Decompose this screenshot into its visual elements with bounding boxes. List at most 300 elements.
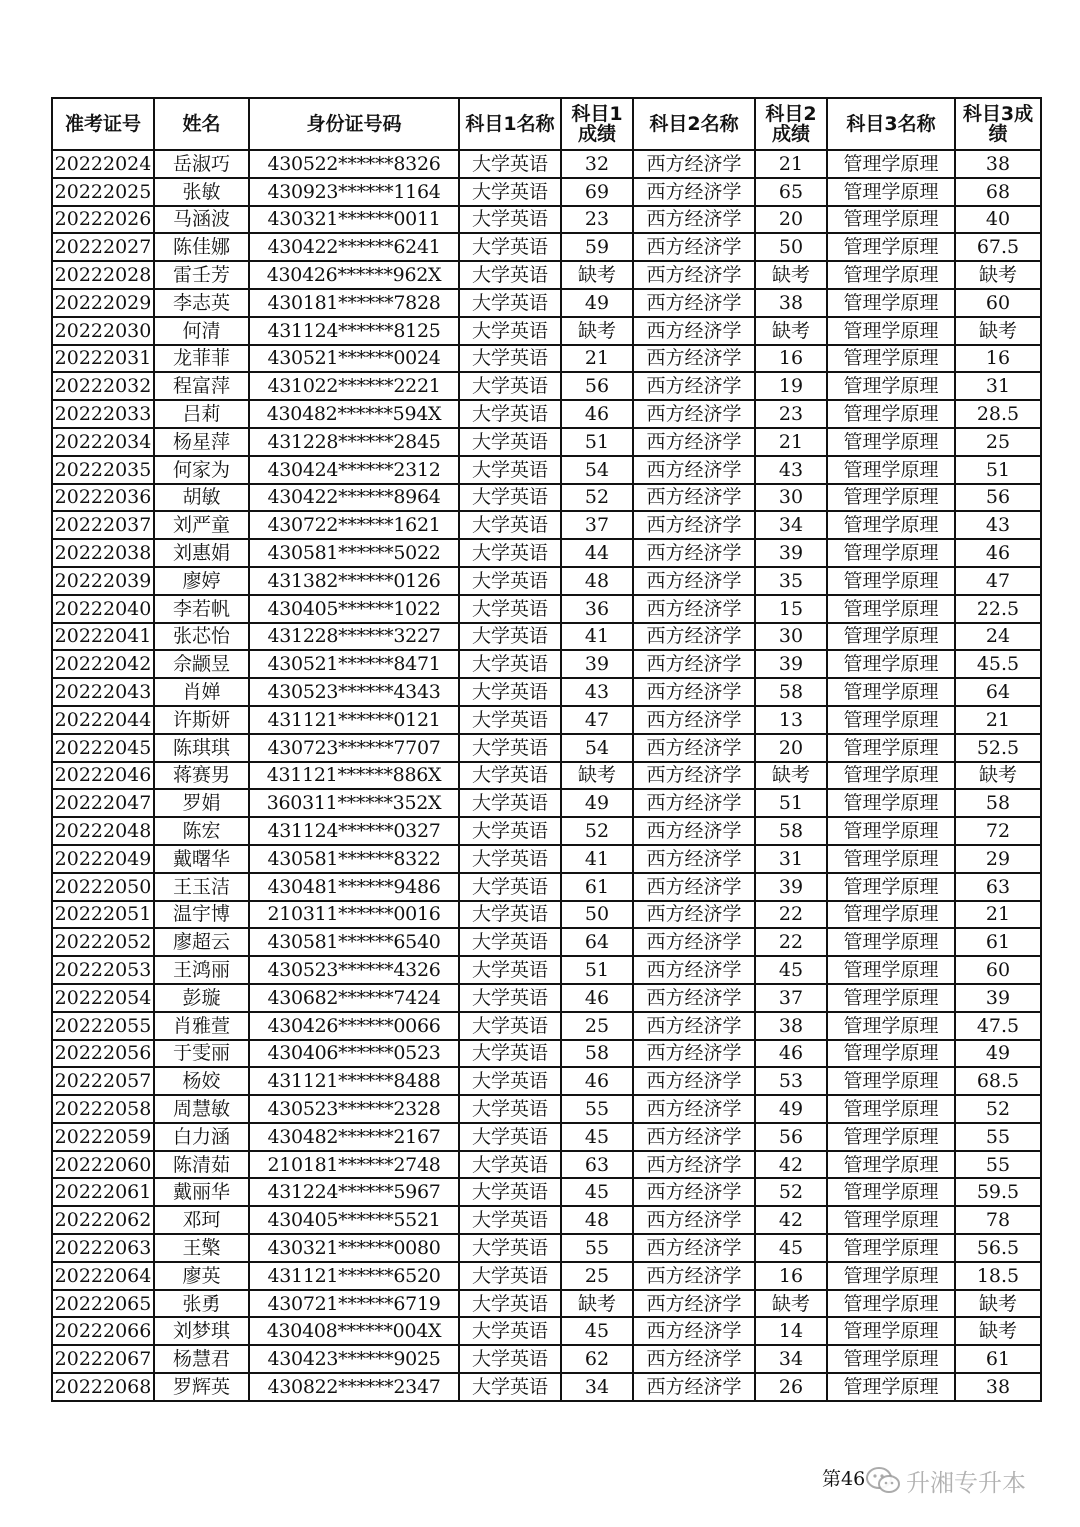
cell-subject2-name: 西方经济学 <box>633 1262 755 1290</box>
cell-subject2-name: 西方经济学 <box>633 845 755 873</box>
cell-name: 肖雅萱 <box>154 1012 249 1040</box>
cell-subject1-name: 大学英语 <box>459 1373 561 1401</box>
cell-name: 雷壬芳 <box>154 261 249 289</box>
cell-name: 罗辉英 <box>154 1373 249 1401</box>
cell-subject3-name: 管理学原理 <box>827 1373 955 1401</box>
cell-subject3-score: 78 <box>955 1206 1041 1234</box>
cell-subject1-name: 大学英语 <box>459 400 561 428</box>
cell-subject3-score: 59.5 <box>955 1178 1041 1206</box>
cell-subject2-score: 13 <box>755 706 827 734</box>
cell-id-number: 210181******2748 <box>249 1151 459 1179</box>
cell-subject2-name: 西方经济学 <box>633 400 755 428</box>
cell-name: 何家为 <box>154 456 249 484</box>
cell-exam-id: 20222037 <box>52 511 154 539</box>
cell-exam-id: 20222039 <box>52 567 154 595</box>
cell-subject2-score: 46 <box>755 1040 827 1068</box>
cell-subject1-name: 大学英语 <box>459 650 561 678</box>
table-row <box>52 1095 1041 1123</box>
cell-subject3-name: 管理学原理 <box>827 623 955 651</box>
cell-id-number: 430722******1621 <box>249 511 459 539</box>
cell-id-number: 430723******7707 <box>249 734 459 762</box>
cell-subject2-score: 26 <box>755 1373 827 1401</box>
cell-subject2-name: 西方经济学 <box>633 1290 755 1318</box>
cell-id-number: 431121******6520 <box>249 1262 459 1290</box>
cell-subject2-score: 缺考 <box>755 317 827 345</box>
cell-subject1-name: 大学英语 <box>459 706 561 734</box>
cell-subject1-name: 大学英语 <box>459 984 561 1012</box>
cell-subject1-score: 缺考 <box>561 762 633 790</box>
cell-subject2-score: 58 <box>755 678 827 706</box>
cell-name: 罗娟 <box>154 789 249 817</box>
cell-subject1-score: 48 <box>561 567 633 595</box>
cell-subject2-score: 30 <box>755 484 827 512</box>
cell-subject2-score: 45 <box>755 956 827 984</box>
cell-subject1-name: 大学英语 <box>459 928 561 956</box>
cell-subject1-name: 大学英语 <box>459 845 561 873</box>
cell-id-number: 430682******7424 <box>249 984 459 1012</box>
cell-exam-id: 20222063 <box>52 1234 154 1262</box>
cell-subject1-score: 45 <box>561 1123 633 1151</box>
cell-subject1-score: 51 <box>561 428 633 456</box>
cell-name: 白力涵 <box>154 1123 249 1151</box>
cell-id-number: 430523******4343 <box>249 678 459 706</box>
cell-subject2-score: 58 <box>755 817 827 845</box>
cell-subject1-score: 47 <box>561 706 633 734</box>
cell-subject1-score: 46 <box>561 400 633 428</box>
cell-subject2-score: 22 <box>755 901 827 929</box>
cell-subject3-score: 25 <box>955 428 1041 456</box>
table-row <box>52 178 1041 206</box>
cell-subject3-name: 管理学原理 <box>827 1067 955 1095</box>
cell-exam-id: 20222025 <box>52 178 154 206</box>
cell-name: 李若帆 <box>154 595 249 623</box>
cell-subject2-score: 39 <box>755 873 827 901</box>
cell-name: 何清 <box>154 317 249 345</box>
cell-subject1-score: 25 <box>561 1012 633 1040</box>
cell-subject3-name: 管理学原理 <box>827 511 955 539</box>
cell-subject1-score: 61 <box>561 873 633 901</box>
table-row <box>52 539 1041 567</box>
cell-subject1-name: 大学英语 <box>459 178 561 206</box>
cell-name: 戴曙华 <box>154 845 249 873</box>
cell-subject1-name: 大学英语 <box>459 623 561 651</box>
table-row <box>52 650 1041 678</box>
cell-subject3-score: 60 <box>955 289 1041 317</box>
cell-subject1-score: 41 <box>561 623 633 651</box>
cell-subject1-name: 大学英语 <box>459 734 561 762</box>
cell-subject3-name: 管理学原理 <box>827 901 955 929</box>
cell-name: 温宇博 <box>154 901 249 929</box>
cell-subject3-score: 21 <box>955 706 1041 734</box>
header-exam-id: 准考证号 <box>52 98 154 150</box>
cell-subject1-score: 50 <box>561 901 633 929</box>
cell-subject3-name: 管理学原理 <box>827 845 955 873</box>
cell-subject1-score: 44 <box>561 539 633 567</box>
table-row <box>52 567 1041 595</box>
cell-id-number: 360311******352X <box>249 789 459 817</box>
cell-name: 陈清茹 <box>154 1151 249 1179</box>
cell-exam-id: 20222045 <box>52 734 154 762</box>
cell-exam-id: 20222058 <box>52 1095 154 1123</box>
cell-name: 程富萍 <box>154 372 249 400</box>
cell-subject2-score: 42 <box>755 1206 827 1234</box>
cell-subject2-score: 22 <box>755 928 827 956</box>
cell-exam-id: 20222046 <box>52 762 154 790</box>
header-subject2-score: 科目2成绩 <box>755 98 827 150</box>
cell-subject1-score: 45 <box>561 1178 633 1206</box>
cell-subject1-name: 大学英语 <box>459 372 561 400</box>
cell-subject3-name: 管理学原理 <box>827 928 955 956</box>
cell-subject2-score: 20 <box>755 206 827 234</box>
cell-subject3-name: 管理学原理 <box>827 706 955 734</box>
cell-subject3-name: 管理学原理 <box>827 261 955 289</box>
cell-name: 龙菲菲 <box>154 345 249 373</box>
cell-subject3-name: 管理学原理 <box>827 762 955 790</box>
cell-subject3-name: 管理学原理 <box>827 317 955 345</box>
cell-subject1-name: 大学英语 <box>459 1262 561 1290</box>
cell-subject1-score: 58 <box>561 1040 633 1068</box>
cell-subject3-name: 管理学原理 <box>827 1317 955 1345</box>
cell-name: 于雯丽 <box>154 1040 249 1068</box>
cell-subject2-name: 西方经济学 <box>633 289 755 317</box>
cell-subject3-score: 缺考 <box>955 1317 1041 1345</box>
cell-subject3-score: 61 <box>955 1345 1041 1373</box>
table-row <box>52 706 1041 734</box>
cell-name: 杨星萍 <box>154 428 249 456</box>
cell-subject2-score: 缺考 <box>755 762 827 790</box>
cell-id-number: 430424******2312 <box>249 456 459 484</box>
cell-subject1-name: 大学英语 <box>459 789 561 817</box>
cell-subject2-name: 西方经济学 <box>633 233 755 261</box>
cell-subject1-score: 69 <box>561 178 633 206</box>
cell-subject3-name: 管理学原理 <box>827 650 955 678</box>
cell-exam-id: 20222042 <box>52 650 154 678</box>
cell-name: 刘严童 <box>154 511 249 539</box>
table-row <box>52 261 1041 289</box>
cell-id-number: 431022******2221 <box>249 372 459 400</box>
cell-subject2-name: 西方经济学 <box>633 595 755 623</box>
cell-exam-id: 20222050 <box>52 873 154 901</box>
table-row <box>52 1317 1041 1345</box>
header-name: 姓名 <box>154 98 249 150</box>
watermark <box>866 1463 1026 1498</box>
cell-id-number: 430721******6719 <box>249 1290 459 1318</box>
cell-subject3-name: 管理学原理 <box>827 345 955 373</box>
cell-subject1-name: 大学英语 <box>459 345 561 373</box>
cell-subject1-score: 52 <box>561 817 633 845</box>
table-row <box>52 1151 1041 1179</box>
cell-subject3-score: 38 <box>955 150 1041 178</box>
cell-subject1-score: 43 <box>561 678 633 706</box>
cell-subject1-score: 48 <box>561 1206 633 1234</box>
cell-subject1-score: 54 <box>561 456 633 484</box>
table-header-row <box>52 98 1041 150</box>
table-row <box>52 1262 1041 1290</box>
cell-subject3-name: 管理学原理 <box>827 789 955 817</box>
cell-subject3-name: 管理学原理 <box>827 206 955 234</box>
cell-id-number: 431124******0327 <box>249 817 459 845</box>
cell-subject2-score: 21 <box>755 428 827 456</box>
cell-subject3-name: 管理学原理 <box>827 1178 955 1206</box>
cell-name: 陈佳娜 <box>154 233 249 261</box>
cell-name: 戴丽华 <box>154 1178 249 1206</box>
cell-subject2-score: 65 <box>755 178 827 206</box>
cell-id-number: 431121******8488 <box>249 1067 459 1095</box>
cell-subject3-name: 管理学原理 <box>827 150 955 178</box>
cell-subject2-name: 西方经济学 <box>633 206 755 234</box>
cell-name: 许斯妍 <box>154 706 249 734</box>
table-row <box>52 400 1041 428</box>
cell-subject1-score: 32 <box>561 150 633 178</box>
cell-name: 杨姣 <box>154 1067 249 1095</box>
cell-name: 廖婷 <box>154 567 249 595</box>
cell-subject1-name: 大学英语 <box>459 1095 561 1123</box>
cell-subject1-score: 21 <box>561 345 633 373</box>
table-row <box>52 1123 1041 1151</box>
cell-exam-id: 20222041 <box>52 623 154 651</box>
cell-subject1-name: 大学英语 <box>459 539 561 567</box>
cell-subject2-score: 14 <box>755 1317 827 1345</box>
cell-subject2-name: 西方经济学 <box>633 901 755 929</box>
cell-exam-id: 20222052 <box>52 928 154 956</box>
cell-exam-id: 20222027 <box>52 233 154 261</box>
cell-subject1-name: 大学英语 <box>459 762 561 790</box>
cell-name: 刘梦琪 <box>154 1317 249 1345</box>
cell-exam-id: 20222044 <box>52 706 154 734</box>
cell-subject2-score: 49 <box>755 1095 827 1123</box>
cell-subject1-name: 大学英语 <box>459 595 561 623</box>
cell-id-number: 430321******0011 <box>249 206 459 234</box>
cell-exam-id: 20222036 <box>52 484 154 512</box>
cell-exam-id: 20222029 <box>52 289 154 317</box>
cell-name: 张芯怡 <box>154 623 249 651</box>
cell-subject1-name: 大学英语 <box>459 1178 561 1206</box>
cell-exam-id: 20222048 <box>52 817 154 845</box>
cell-subject3-score: 46 <box>955 539 1041 567</box>
cell-id-number: 430581******5022 <box>249 539 459 567</box>
cell-subject1-score: 49 <box>561 289 633 317</box>
cell-subject1-name: 大学英语 <box>459 511 561 539</box>
cell-subject2-name: 西方经济学 <box>633 1206 755 1234</box>
cell-name: 张敏 <box>154 178 249 206</box>
cell-id-number: 430522******8326 <box>249 150 459 178</box>
cell-subject1-name: 大学英语 <box>459 1040 561 1068</box>
cell-name: 李志英 <box>154 289 249 317</box>
table-row <box>52 873 1041 901</box>
cell-subject2-name: 西方经济学 <box>633 1178 755 1206</box>
cell-exam-id: 20222051 <box>52 901 154 929</box>
cell-exam-id: 20222064 <box>52 1262 154 1290</box>
cell-subject1-name: 大学英语 <box>459 1290 561 1318</box>
header-subject1-name: 科目1名称 <box>459 98 561 150</box>
cell-subject2-name: 西方经济学 <box>633 873 755 901</box>
cell-name: 陈琪琪 <box>154 734 249 762</box>
cell-id-number: 430482******2167 <box>249 1123 459 1151</box>
table-row <box>52 150 1041 178</box>
cell-exam-id: 20222035 <box>52 456 154 484</box>
cell-subject2-score: 39 <box>755 539 827 567</box>
cell-subject3-name: 管理学原理 <box>827 1123 955 1151</box>
table-row <box>52 233 1041 261</box>
cell-subject3-score: 40 <box>955 206 1041 234</box>
cell-id-number: 430408******004X <box>249 1317 459 1345</box>
cell-subject3-name: 管理学原理 <box>827 1234 955 1262</box>
cell-subject3-score: 56.5 <box>955 1234 1041 1262</box>
cell-subject2-name: 西方经济学 <box>633 1151 755 1179</box>
cell-subject3-name: 管理学原理 <box>827 956 955 984</box>
cell-name: 蒋赛男 <box>154 762 249 790</box>
cell-subject1-name: 大学英语 <box>459 1206 561 1234</box>
table-row <box>52 1178 1041 1206</box>
cell-id-number: 430923******1164 <box>249 178 459 206</box>
cell-subject2-score: 42 <box>755 1151 827 1179</box>
cell-subject1-score: 25 <box>561 1262 633 1290</box>
cell-subject3-name: 管理学原理 <box>827 456 955 484</box>
cell-subject3-score: 67.5 <box>955 233 1041 261</box>
cell-id-number: 430822******2347 <box>249 1373 459 1401</box>
cell-subject3-name: 管理学原理 <box>827 372 955 400</box>
cell-id-number: 431121******886X <box>249 762 459 790</box>
cell-subject3-score: 56 <box>955 484 1041 512</box>
cell-name: 廖英 <box>154 1262 249 1290</box>
cell-subject3-name: 管理学原理 <box>827 1206 955 1234</box>
cell-subject1-name: 大学英语 <box>459 678 561 706</box>
cell-id-number: 430422******6241 <box>249 233 459 261</box>
cell-name: 张勇 <box>154 1290 249 1318</box>
table-row <box>52 817 1041 845</box>
cell-subject3-score: 45.5 <box>955 650 1041 678</box>
cell-subject1-name: 大学英语 <box>459 150 561 178</box>
header-id-number: 身份证号码 <box>249 98 459 150</box>
cell-exam-id: 20222033 <box>52 400 154 428</box>
cell-subject2-score: 30 <box>755 623 827 651</box>
cell-exam-id: 20222066 <box>52 1317 154 1345</box>
cell-exam-id: 20222030 <box>52 317 154 345</box>
cell-subject3-name: 管理学原理 <box>827 1012 955 1040</box>
cell-name: 周慧敏 <box>154 1095 249 1123</box>
cell-subject2-name: 西方经济学 <box>633 1373 755 1401</box>
cell-subject1-score: 59 <box>561 233 633 261</box>
cell-id-number: 430181******7828 <box>249 289 459 317</box>
table-row <box>52 762 1041 790</box>
cell-subject1-name: 大学英语 <box>459 233 561 261</box>
cell-subject3-score: 55 <box>955 1123 1041 1151</box>
cell-subject2-name: 西方经济学 <box>633 789 755 817</box>
cell-exam-id: 20222054 <box>52 984 154 1012</box>
cell-id-number: 430581******6540 <box>249 928 459 956</box>
cell-subject2-name: 西方经济学 <box>633 1067 755 1095</box>
cell-subject2-score: 15 <box>755 595 827 623</box>
cell-subject1-name: 大学英语 <box>459 484 561 512</box>
table-row <box>52 345 1041 373</box>
cell-exam-id: 20222057 <box>52 1067 154 1095</box>
cell-subject2-name: 西方经济学 <box>633 1234 755 1262</box>
cell-subject3-score: 52 <box>955 1095 1041 1123</box>
cell-subject2-score: 20 <box>755 734 827 762</box>
cell-subject3-name: 管理学原理 <box>827 734 955 762</box>
cell-id-number: 430405******1022 <box>249 595 459 623</box>
cell-subject3-score: 55 <box>955 1151 1041 1179</box>
cell-subject3-score: 22.5 <box>955 595 1041 623</box>
cell-subject1-score: 54 <box>561 734 633 762</box>
cell-exam-id: 20222053 <box>52 956 154 984</box>
cell-subject3-score: 16 <box>955 345 1041 373</box>
cell-subject3-score: 29 <box>955 845 1041 873</box>
cell-exam-id: 20222047 <box>52 789 154 817</box>
cell-exam-id: 20222038 <box>52 539 154 567</box>
cell-subject2-score: 39 <box>755 650 827 678</box>
cell-subject1-name: 大学英语 <box>459 956 561 984</box>
table-row <box>52 1040 1041 1068</box>
cell-subject3-score: 51 <box>955 456 1041 484</box>
cell-subject3-score: 缺考 <box>955 317 1041 345</box>
table-row <box>52 484 1041 512</box>
cell-subject3-name: 管理学原理 <box>827 984 955 1012</box>
cell-exam-id: 20222043 <box>52 678 154 706</box>
table-row <box>52 206 1041 234</box>
cell-subject2-score: 34 <box>755 1345 827 1373</box>
table-row <box>52 289 1041 317</box>
cell-exam-id: 20222028 <box>52 261 154 289</box>
cell-subject3-score: 21 <box>955 901 1041 929</box>
cell-subject2-name: 西方经济学 <box>633 456 755 484</box>
score-table <box>51 97 1042 1402</box>
cell-subject2-score: 缺考 <box>755 261 827 289</box>
cell-id-number: 431121******0121 <box>249 706 459 734</box>
cell-id-number: 430581******8322 <box>249 845 459 873</box>
header-subject3-name: 科目3名称 <box>827 98 955 150</box>
cell-id-number: 430481******9486 <box>249 873 459 901</box>
cell-exam-id: 20222060 <box>52 1151 154 1179</box>
table-row <box>52 956 1041 984</box>
cell-subject2-name: 西方经济学 <box>633 762 755 790</box>
cell-name: 廖超云 <box>154 928 249 956</box>
table-row <box>52 1012 1041 1040</box>
cell-subject2-score: 53 <box>755 1067 827 1095</box>
table-row <box>52 984 1041 1012</box>
cell-subject1-name: 大学英语 <box>459 456 561 484</box>
cell-subject2-name: 西方经济学 <box>633 261 755 289</box>
cell-subject3-name: 管理学原理 <box>827 484 955 512</box>
cell-subject1-name: 大学英语 <box>459 1151 561 1179</box>
cell-subject2-name: 西方经济学 <box>633 1095 755 1123</box>
cell-id-number: 430523******2328 <box>249 1095 459 1123</box>
cell-subject3-name: 管理学原理 <box>827 595 955 623</box>
cell-name: 王檠 <box>154 1234 249 1262</box>
cell-name: 佘颛昱 <box>154 650 249 678</box>
cell-subject3-score: 47.5 <box>955 1012 1041 1040</box>
cell-exam-id: 20222024 <box>52 150 154 178</box>
cell-name: 马涵波 <box>154 206 249 234</box>
cell-subject1-score: 62 <box>561 1345 633 1373</box>
cell-subject3-name: 管理学原理 <box>827 817 955 845</box>
cell-exam-id: 20222032 <box>52 372 154 400</box>
wechat-icon <box>866 1466 900 1496</box>
cell-exam-id: 20222062 <box>52 1206 154 1234</box>
cell-subject1-score: 41 <box>561 845 633 873</box>
cell-subject1-name: 大学英语 <box>459 817 561 845</box>
cell-subject2-score: 34 <box>755 511 827 539</box>
cell-subject1-name: 大学英语 <box>459 1123 561 1151</box>
cell-subject3-name: 管理学原理 <box>827 400 955 428</box>
cell-subject3-name: 管理学原理 <box>827 678 955 706</box>
cell-subject2-name: 西方经济学 <box>633 734 755 762</box>
cell-name: 邓珂 <box>154 1206 249 1234</box>
cell-subject2-name: 西方经济学 <box>633 511 755 539</box>
cell-subject1-score: 64 <box>561 928 633 956</box>
table-row <box>52 623 1041 651</box>
cell-subject1-name: 大学英语 <box>459 1067 561 1095</box>
